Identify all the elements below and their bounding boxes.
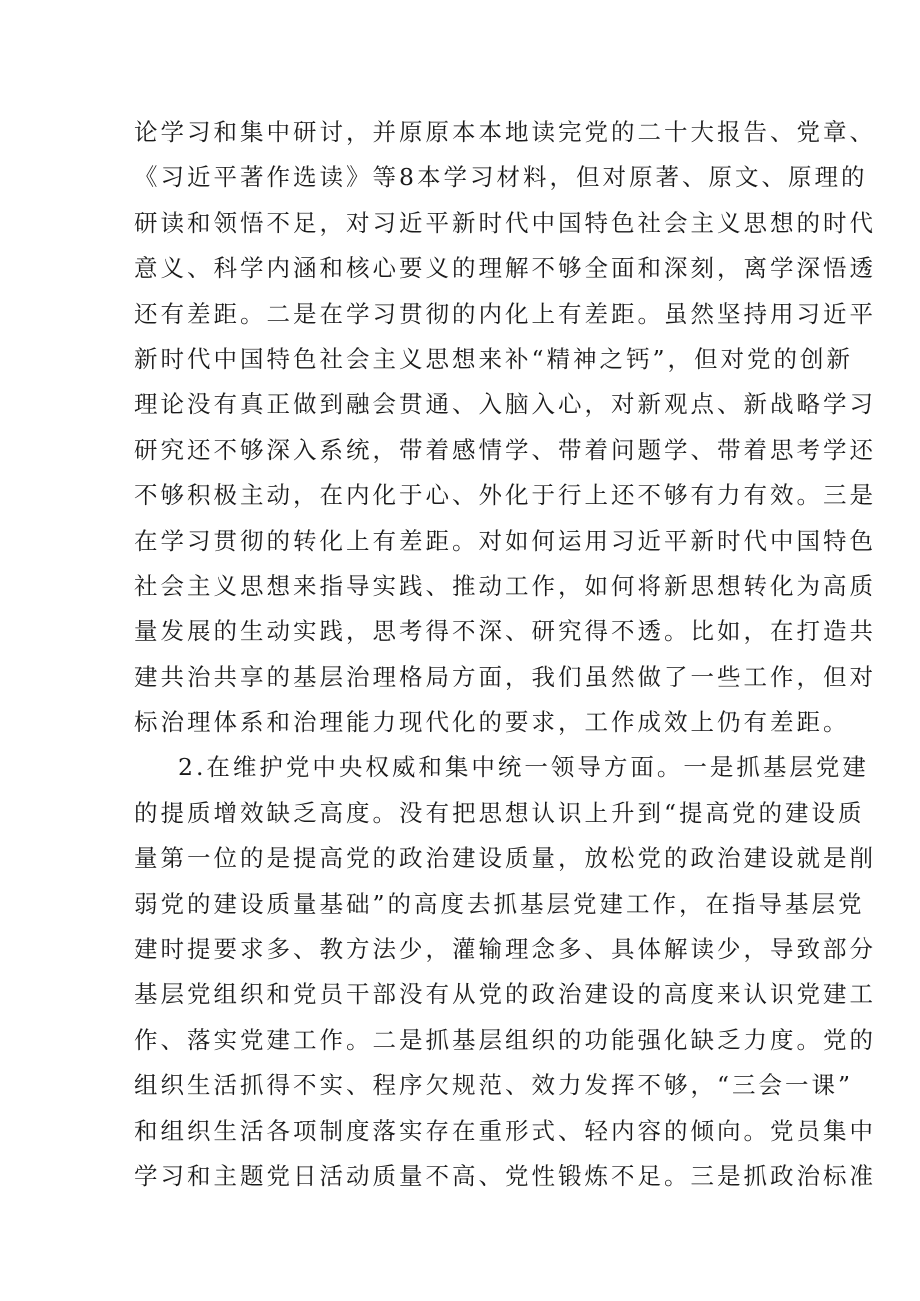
text-line: 研究还不够深入系统，带着感情学、带着问题学、带着思考学还: [134, 435, 876, 464]
text-line: 量第一位的是提高党的政治建设质量，放松党的政治建设就是削: [134, 844, 876, 873]
text-line: 学习和主题党日活动质量不高、党性锻炼不足。三是抓政治标准: [134, 1161, 876, 1190]
text-line: 建时提要求多、教方法少，灌输理念多、具体解读少，导致部分: [134, 935, 876, 964]
text-line: 还有差距。二是在学习贯彻的内化上有差距。虽然坚持用习近平: [134, 299, 876, 328]
body-text: [134, 110, 876, 1199]
text-line: 意义、科学内涵和核心要义的理解不够全面和深刻，离学深悟透: [134, 254, 876, 283]
text-line: 研读和领悟不足，对习近平新时代中国特色社会主义思想的时代: [134, 208, 876, 237]
text-line: 基层党组织和党员干部没有从党的政治建设的高度来认识党建工: [134, 980, 876, 1009]
text-line: 作、落实党建工作。二是抓基层组织的功能强化缺乏力度。党的: [134, 1025, 876, 1054]
text-line: 的提质增效缺乏高度。没有把思想认识上升到“提高党的建设质: [134, 798, 865, 827]
text-line: 组织生活抓得不实、程序欠规范、效力发挥不够，“三会一课”: [134, 1071, 854, 1100]
text-line: 论学习和集中研讨，并原原本本地读完党的二十大报告、党章、: [134, 118, 876, 146]
text-line: 理论没有真正做到融会贯通、入脑入心，对新观点、新战略学习: [134, 390, 876, 419]
text-line: 《习近平著作选读》等8本学习材料，但对原著、原文、原理的: [134, 163, 868, 192]
text-line: 和组织生活各项制度落实存在重形式、轻内容的倾向。党员集中: [134, 1116, 876, 1145]
section-heading-line: 2.在维护党中央权威和集中统一领导方面。一是抓基层党建: [178, 753, 869, 782]
text-line: 不够积极主动，在内化于心、外化于行上还不够有力有效。三是: [134, 481, 876, 510]
text-line: 量发展的生动实践，思考得不深、研究得不透。比如，在打造共: [134, 617, 876, 646]
text-line: 建共治共享的基层治理格局方面，我们虽然做了一些工作，但对: [134, 662, 876, 691]
text-line: 标治理体系和治理能力现代化的要求，工作成效上仍有差距。: [134, 708, 850, 737]
text-line: 在学习贯彻的转化上有差距。对如何运用习近平新时代中国特色: [134, 526, 876, 555]
text-line: 新时代中国特色社会主义思想来补“精神之钙”，但对党的创新: [134, 344, 854, 373]
text-line: 社会主义思想来指导实践、推动工作，如何将新思想转化为高质: [134, 571, 876, 600]
text-line: 弱党的建设质量基础”的高度去抓基层党建工作，在指导基层党: [134, 889, 865, 918]
